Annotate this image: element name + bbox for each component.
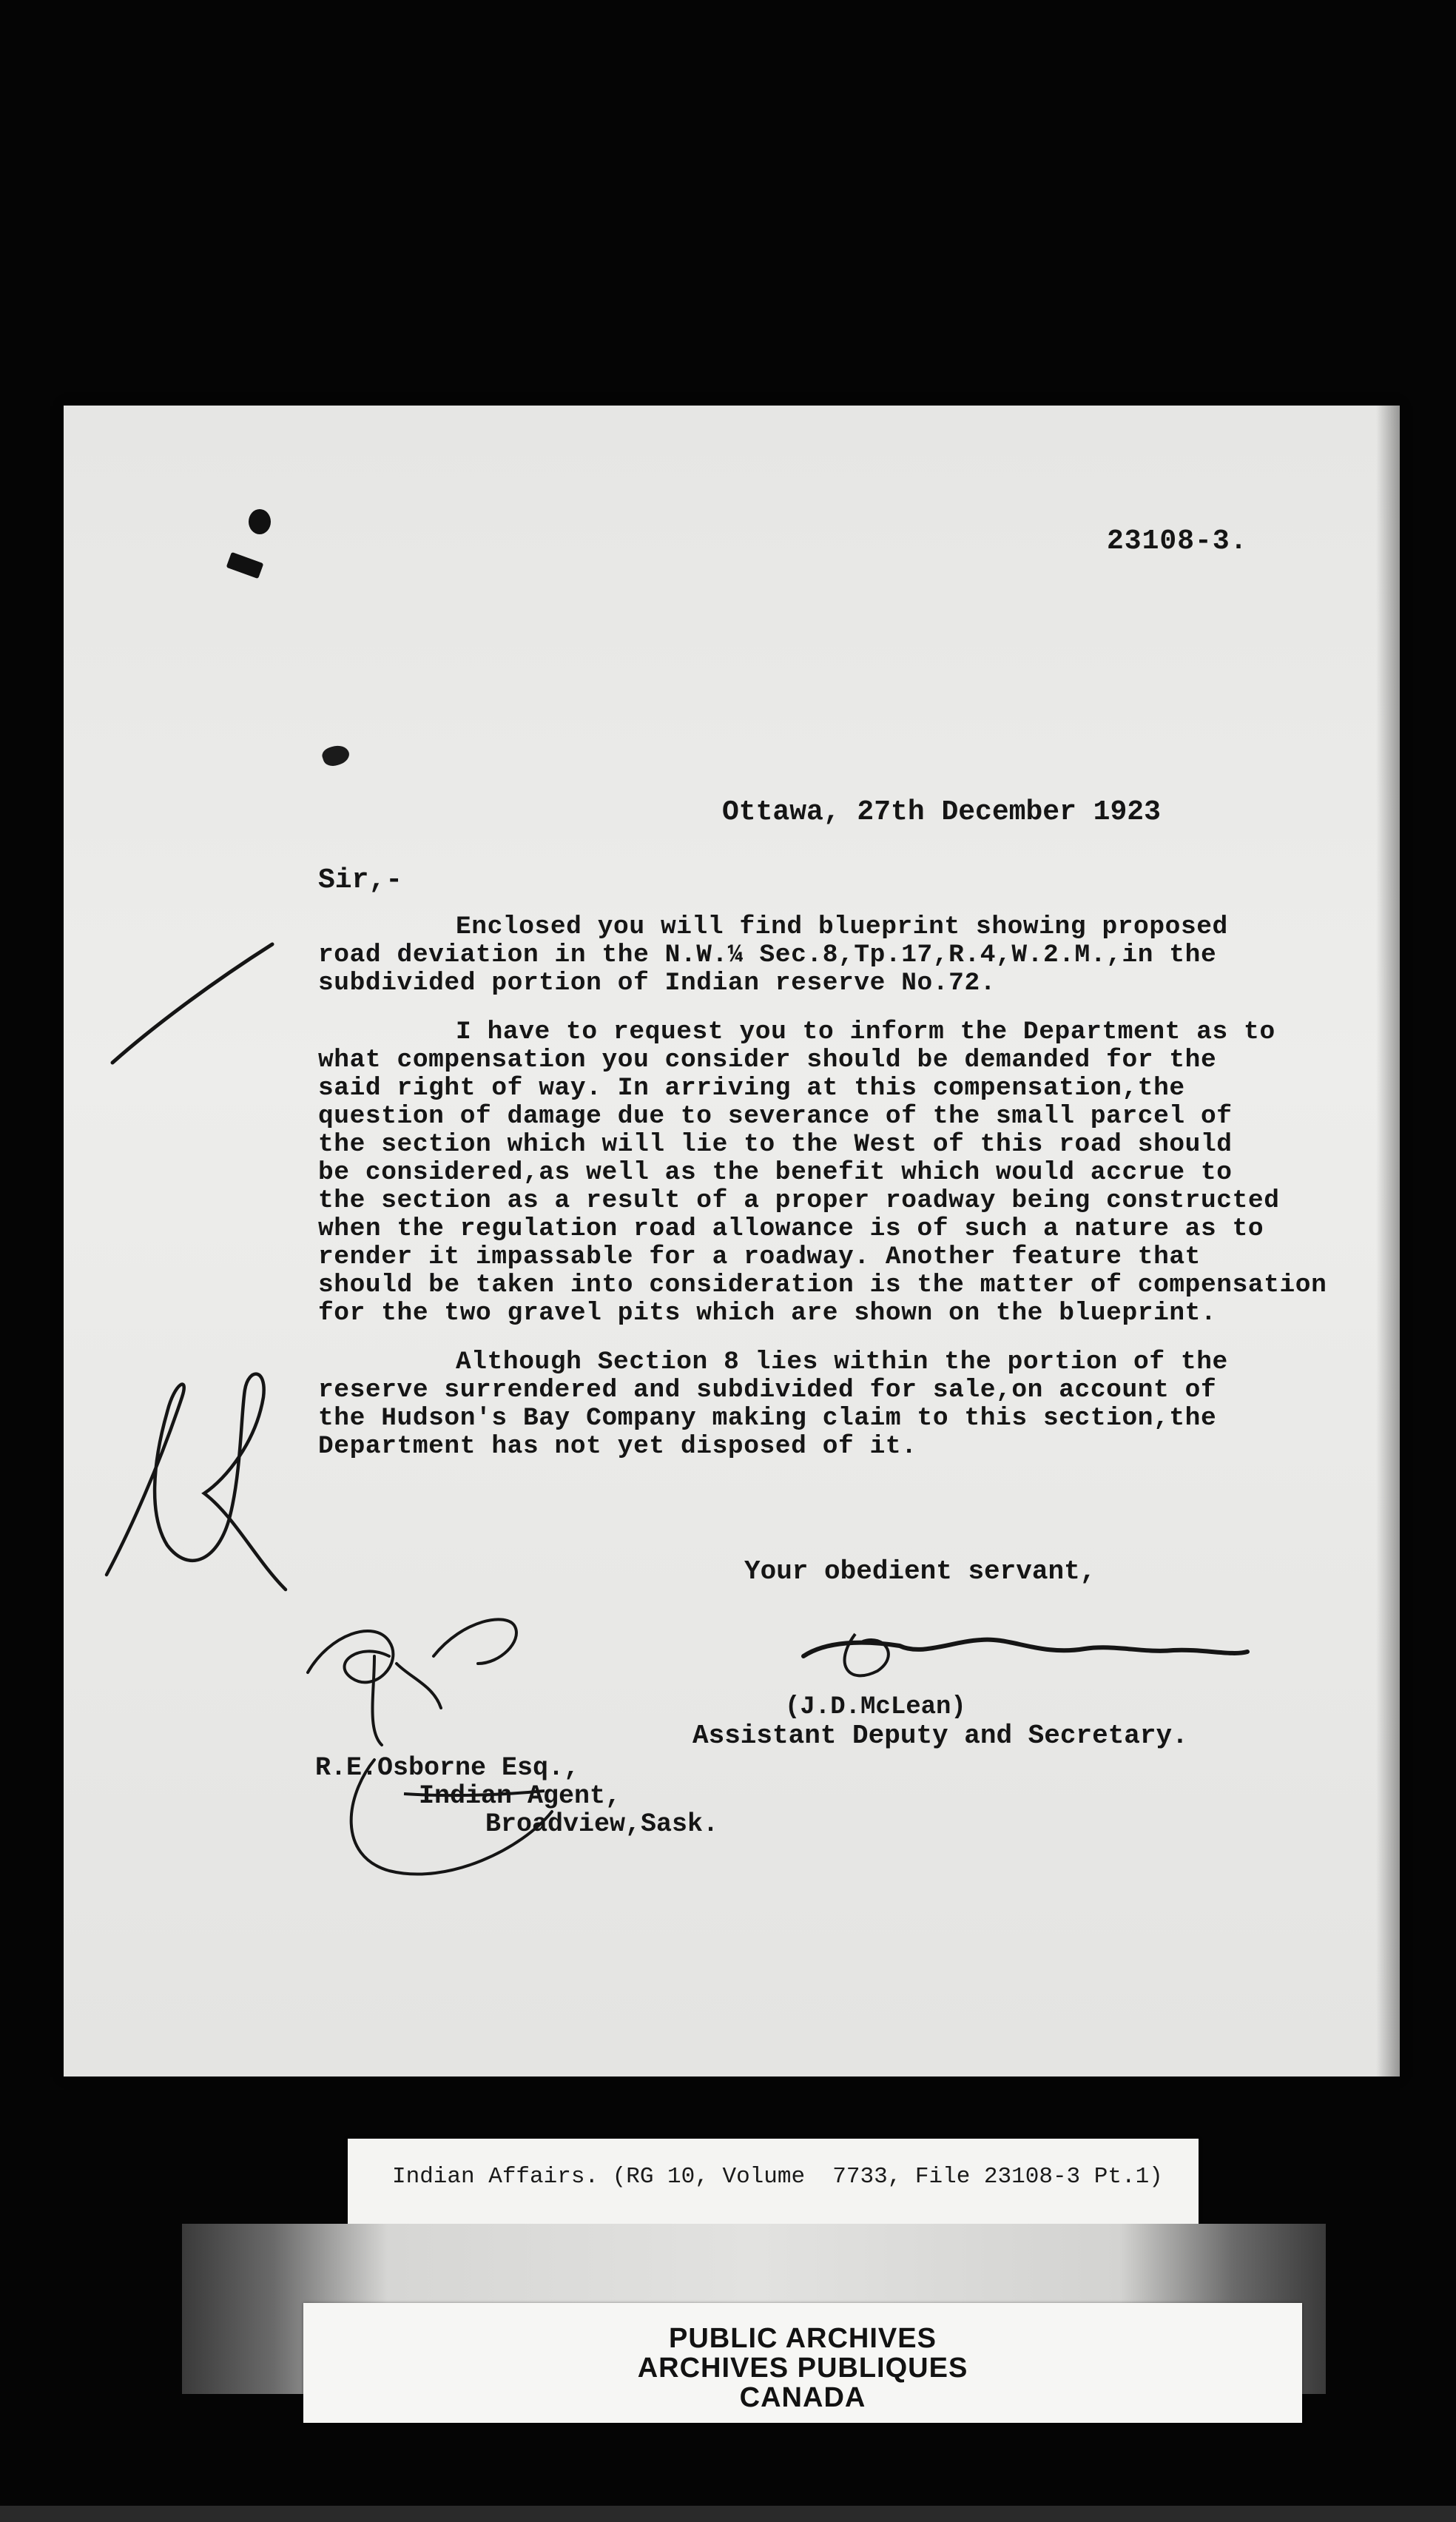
film-bottom-strip: [0, 2506, 1456, 2522]
archives-stamp: [303, 2303, 1302, 2423]
address-line: Broadview,Sask.: [485, 1809, 719, 1839]
paragraph-3: Although Section 8 lies within the portion of the reserve surrendered and subdivided for sale,on account of the Hudson's Bay Company making claim to this section,the Department has not yet disposed of it.: [318, 1348, 1228, 1461]
initials-signature: [107, 1374, 286, 1590]
dateline: Ottawa, 27th December 1923: [722, 796, 1161, 828]
secretary-signature: [803, 1640, 1247, 1656]
closing: Your obedient servant,: [744, 1556, 1096, 1587]
archive-reference-text: Indian Affairs. (RG 10, Volume 7733, File 23108-3 Pt.1): [392, 2164, 1163, 2190]
archives-stamp-line: PUBLIC ARCHIVES: [669, 2323, 937, 2354]
signer-title: Assistant Deputy and Secretary.: [692, 1721, 1188, 1751]
agent-signature: [308, 1619, 552, 1874]
file-number: 23108-3.: [1107, 525, 1248, 557]
signer-name: (J.D.McLean): [785, 1693, 966, 1721]
secretary-signature-loop: [845, 1634, 889, 1675]
letter-page: [64, 406, 1400, 2077]
paragraph-1: Enclosed you will find blueprint showing proposed road deviation in the N.W.¼ Sec.8,Tp.17,R.4,W.2.M.,in the subdivided portion of Indian reserve No.72.: [318, 912, 1228, 998]
address-line: R.E.Osborne Esq.,: [315, 1753, 580, 1783]
archives-stamp-line: CANADA: [739, 2382, 866, 2413]
address-line: Indian Agent,: [419, 1781, 621, 1811]
agent-signature-underline: [404, 1791, 545, 1795]
margin-check-stroke: [112, 944, 272, 1063]
handwriting-overlay: [64, 406, 1400, 2077]
paragraph-2: I have to request you to inform the Department as to what compensation you consider should be demanded for the said right of way. In arriving at this compensation,the question of damage due to severance of the small parcel of the section which will lie to the West of this road should be considered,as well as the benefit which would accrue to the section as a result of a proper roadway being constructed when the regulation road allowance is of such a nature as to render it impassable for a roadway. Another feature that should be taken into consideration is the matter of compensation for the two gravel pits which are shown on the blueprint.: [318, 1018, 1327, 1328]
archives-stamp-line: ARCHIVES PUBLIQUES: [637, 2353, 968, 2384]
salutation: Sir,-: [318, 864, 403, 896]
